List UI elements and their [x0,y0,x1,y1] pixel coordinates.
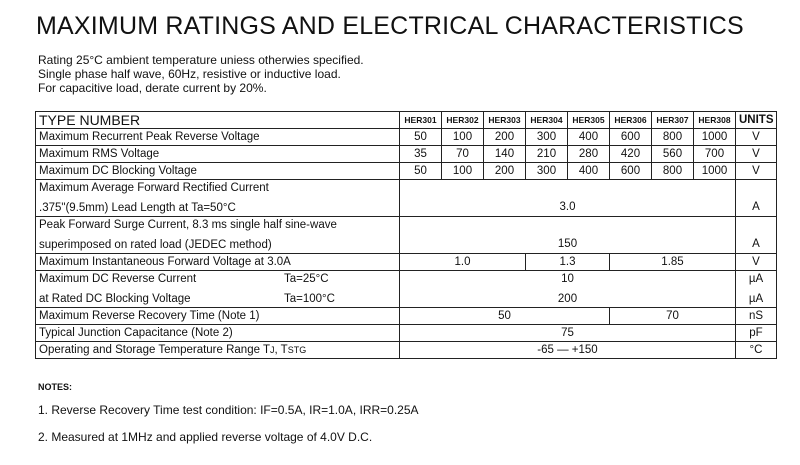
unit-cell: °C [736,342,777,359]
table-cell: 1000 [694,129,736,146]
part-number-header: HER304 [526,112,568,129]
table-cell: 1000 [694,163,736,180]
table-cell: 3.0 [400,180,736,217]
table-cell: 600 [610,163,652,180]
table-cell: 75 [400,325,736,342]
page-title: MAXIMUM RATINGS AND ELECTRICAL CHARACTERISTICS [36,12,744,40]
table-row [36,325,777,342]
parameter-label-line: Maximum Average Forward Rectified Current [39,182,269,194]
table-cell: 70 [610,308,736,325]
notes-heading: NOTES: [38,382,73,392]
table-cell: 560 [652,146,694,163]
parameter-label [36,271,400,308]
part-number-header: HER305 [568,112,610,129]
table-header-row [36,112,777,129]
table-cell: 700 [694,146,736,163]
table-cell: 300 [526,163,568,180]
unit-cell: pF [736,325,777,342]
table-cell: 150 [400,217,736,254]
parameter-label: Maximum Recurrent Peak Reverse Voltage [36,129,400,146]
unit-cell: A [736,217,777,254]
parameter-label [36,217,400,254]
table-row [36,254,777,271]
parameter-label [36,180,400,217]
unit-cell: A [736,180,777,217]
table-cell: 400 [568,163,610,180]
parameter-label-line: Peak Forward Surge Current, 8.3 ms single half sine-wave [39,219,337,231]
part-number-header: HER307 [652,112,694,129]
table-cell: 35 [400,146,442,163]
table-row [36,180,777,217]
table-cell: 50 [400,308,610,325]
unit-cell: nS [736,308,777,325]
unit-cell: V [736,254,777,271]
parameter-label: Operating and Storage Temperature Range TJ, TSTG [36,342,400,359]
table-cell: 200 [484,163,526,180]
parameter-label-line: .375"(9.5mm) Lead Length at Ta=50°C [39,202,236,214]
rating-condition: Rating 25°C ambient temperature uniess otherwies specified. [38,53,364,67]
part-number-header: HER303 [484,112,526,129]
part-number-header: HER308 [694,112,736,129]
table-cell: 70 [442,146,484,163]
table-cell: 1.85 [610,254,736,271]
table-cell: 100 [442,129,484,146]
table-cell: 800 [652,129,694,146]
type-number-header: TYPE NUMBER [36,112,400,129]
table-row [36,163,777,180]
parameter-label: Maximum DC Blocking Voltage [36,163,400,180]
table-cell: 50 [400,129,442,146]
table-row [36,271,777,308]
unit-cell: V [736,146,777,163]
table-row [36,217,777,254]
part-number-header: HER302 [442,112,484,129]
table-cell: 280 [568,146,610,163]
table-cell: 420 [610,146,652,163]
unit-cell: V [736,163,777,180]
table-cell: 140 [484,146,526,163]
units-header: UNITS [736,112,777,129]
parameter-label: Typical Junction Capacitance (Note 2) [36,325,400,342]
parameter-label-line: at Rated DC Blocking Voltage Ta=100°C [39,289,396,307]
parameter-label: Maximum Reverse Recovery Time (Note 1) [36,308,400,325]
table-row [36,146,777,163]
table-cell: 50 [400,163,442,180]
note-item: 2. Measured at 1MHz and applied reverse voltage of 4.0V D.C. [38,430,373,444]
parameter-label-line: Maximum DC Reverse Current Ta=25°C [39,273,329,285]
table-row [36,342,777,359]
table-cell: 1.3 [526,254,610,271]
condition-label: Ta=25°C [284,273,329,285]
table-cell: 100 [442,163,484,180]
parameter-label: Maximum RMS Voltage [36,146,400,163]
table-cell: 600 [610,129,652,146]
table-cell: 10 200 [400,271,736,308]
rating-condition: Single phase half wave, 60Hz, resistive or inductive load. [38,67,341,81]
table-cell: 300 [526,129,568,146]
part-number-header: HER306 [610,112,652,129]
table-cell: 400 [568,129,610,146]
note-item: 1. Reverse Recovery Time test condition: IF=0.5A, IR=1.0A, IRR=0.25A [38,403,419,417]
unit-cell: µA µA [736,271,777,308]
condition-label: Ta=100°C [284,293,335,305]
parameter-label-line: superimposed on rated load (JEDEC method) [39,239,272,251]
unit-cell: V [736,129,777,146]
table-cell: 210 [526,146,568,163]
table-row [36,129,777,146]
part-number-header: HER301 [400,112,442,129]
table-cell: 800 [652,163,694,180]
parameter-label: Maximum Instantaneous Forward Voltage at 3.0A [36,254,400,271]
rating-condition: For capacitive load, derate current by 20%. [38,81,267,95]
ratings-table [35,111,777,359]
table-cell: 200 [484,129,526,146]
table-cell: 1.0 [400,254,526,271]
table-cell: -65 — +150 [400,342,736,359]
table-row [36,308,777,325]
